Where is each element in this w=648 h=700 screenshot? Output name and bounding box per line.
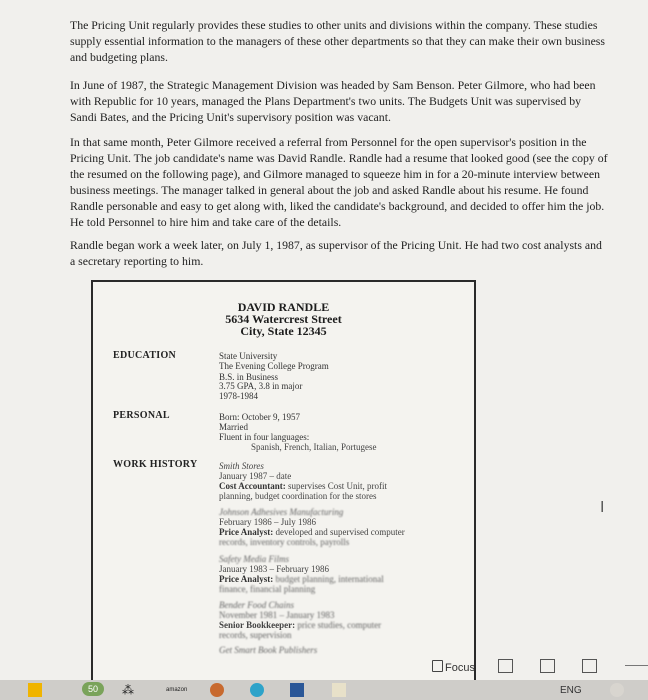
job-title: Senior Bookkeeper: bbox=[219, 620, 296, 630]
job-desc: records, inventory controls, payrolls bbox=[219, 537, 350, 547]
education-line: The Evening College Program bbox=[219, 361, 329, 371]
job-title: Cost Accountant: bbox=[219, 481, 286, 491]
job-desc: records, supervision bbox=[219, 630, 292, 640]
job-line bbox=[219, 527, 405, 537]
job-dates: February 1986 – July 1986 bbox=[219, 517, 316, 527]
read-mode-icon[interactable] bbox=[498, 659, 513, 673]
job-company: Smith Stores bbox=[219, 461, 264, 471]
focus-label: Focus bbox=[445, 662, 475, 674]
job-desc: supervises Cost Unit, profit bbox=[288, 481, 387, 491]
focus-button[interactable] bbox=[432, 660, 475, 674]
personal-line: Spanish, French, Italian, Portugese bbox=[251, 442, 377, 452]
personal-line: Fluent in four languages: bbox=[219, 432, 310, 442]
job-desc: planning, budget coordination for the stores bbox=[219, 491, 377, 501]
resume-name: DAVID RANDLE bbox=[237, 300, 330, 314]
education-label: EDUCATION bbox=[113, 350, 177, 361]
personal-line: Married bbox=[219, 422, 248, 432]
job-title: Price Analyst: bbox=[219, 527, 274, 537]
amazon-icon[interactable]: amazon bbox=[166, 687, 188, 693]
resume-city: City, State 12345 bbox=[240, 324, 327, 338]
job-dates: November 1981 – January 1983 bbox=[219, 610, 335, 620]
job-desc: developed and supervised computer bbox=[275, 527, 405, 537]
resume-box bbox=[91, 280, 476, 682]
edge-icon[interactable] bbox=[250, 683, 264, 697]
job-line bbox=[219, 574, 384, 584]
paragraph-1: The Pricing Unit regularly provides these studies to other units and divisions within the company. These studies supply essential information to the managers of these other departments so that they can make their own business and budgeting plans. bbox=[70, 18, 605, 64]
job-desc: finance, financial planning bbox=[219, 584, 316, 594]
text-cursor-icon: I bbox=[600, 498, 605, 516]
paragraph-4: Randle began work a week later, on July 1, 1987, as supervisor of the Pricing Unit. He had two cost analysts and a secretary reporting to him. bbox=[70, 238, 602, 268]
work-history-label: WORK HISTORY bbox=[113, 459, 198, 470]
folder-icon[interactable] bbox=[332, 683, 346, 697]
job-desc: price studies, computer bbox=[297, 620, 382, 630]
job-dates: January 1983 – February 1986 bbox=[219, 564, 329, 574]
app-icon[interactable] bbox=[28, 683, 42, 697]
job-company: Bender Food Chains bbox=[219, 600, 294, 610]
personal-line: Born: October 9, 1957 bbox=[219, 412, 300, 422]
resume-street: 5634 Watercrest Street bbox=[225, 312, 342, 326]
paragraph-3: In that same month, Peter Gilmore received a referral from Personnel for the open supervisor's position in the Pricing Unit. The job candidate's name was David Randle. Randle had a resume that looked good (see the copy of the resumed on the following page), and Gilmore managed to squeeze him in for a 20-minute interview between business meetings. The manager talked in general about the job and asked Randle about his resume. He found Randle personable and easy to get along with, liked the candidate's background, and decided to offer him the job. He told Personnel to hire him and take care of the details. bbox=[70, 135, 608, 229]
job-dates: January 1987 – date bbox=[219, 471, 292, 481]
personal-label: PERSONAL bbox=[113, 410, 170, 421]
job-desc: budget planning, international bbox=[275, 574, 384, 584]
focus-icon bbox=[432, 660, 443, 672]
job-line bbox=[219, 481, 387, 491]
browser-icon[interactable] bbox=[210, 683, 224, 697]
education-line: 1978-1984 bbox=[219, 391, 258, 401]
volume-icon[interactable] bbox=[610, 683, 624, 697]
print-layout-icon[interactable] bbox=[540, 659, 555, 673]
job-company: Safety Media Films bbox=[219, 554, 289, 564]
weather-badge[interactable]: 50 bbox=[82, 682, 104, 696]
language-indicator[interactable]: ENG bbox=[560, 685, 582, 696]
education-line: State University bbox=[219, 351, 278, 361]
job-company: Get Smart Book Publishers bbox=[219, 645, 318, 655]
job-company: Johnson Adhesives Manufacturing bbox=[219, 507, 344, 517]
zoom-slider[interactable] bbox=[625, 665, 648, 666]
web-layout-icon[interactable] bbox=[582, 659, 597, 673]
job-title: Price Analyst: bbox=[219, 574, 274, 584]
word-icon[interactable] bbox=[290, 683, 304, 697]
education-line: B.S. in Business bbox=[219, 372, 279, 382]
apps-grid-icon[interactable]: ⁂ bbox=[122, 683, 134, 697]
job-line bbox=[219, 620, 381, 630]
paragraph-2: In June of 1987, the Strategic Management Division was headed by Sam Benson. Peter Gilmore, who had been with Republic for 10 years, managed the Plans Department's two units. The Budgets Unit was supervised by Sandi Bates, and the Pricing Unit's supervisory position was vacant. bbox=[70, 78, 596, 124]
education-line: 3.75 GPA, 3.8 in major bbox=[219, 381, 303, 391]
